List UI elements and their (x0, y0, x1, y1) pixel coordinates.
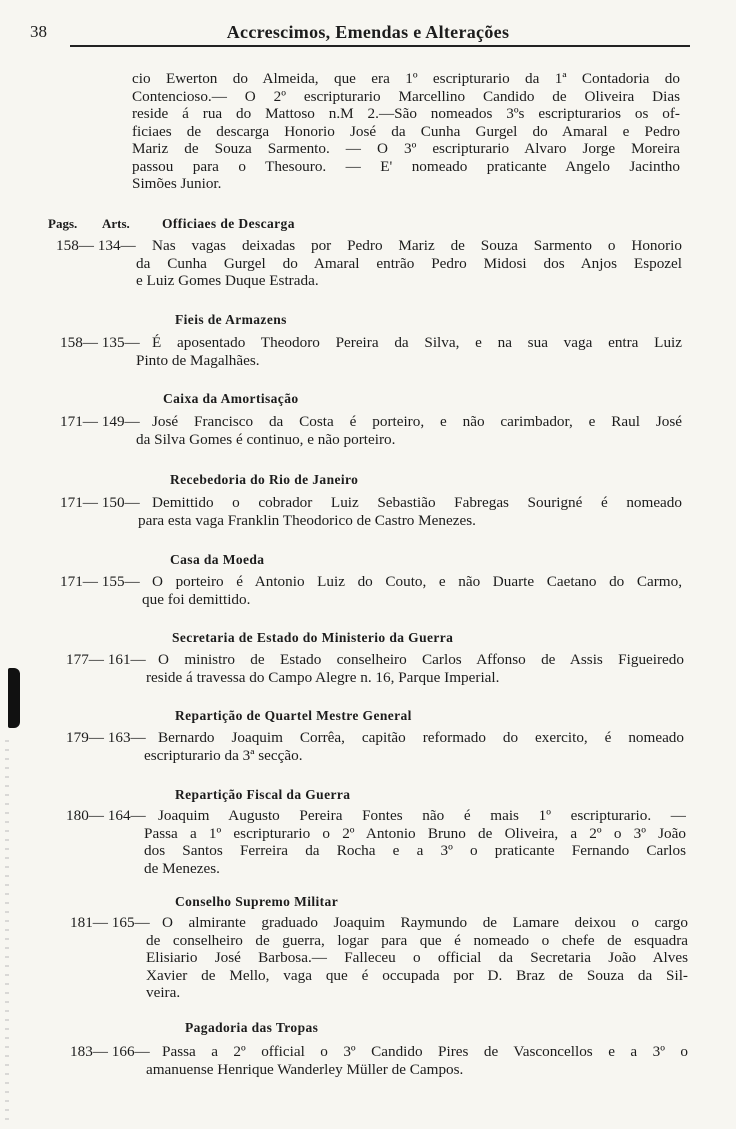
text-line: reside á rua do Mattoso n.M 2.—São nomeados 3ºs escripturarios os of- (132, 105, 680, 122)
text-line: Passa a 1º escripturario o 2º Antonio Bruno de Oliveira, a 2º o 3º João (144, 824, 686, 842)
text-line: Joaquim Augusto Pereira Fontes não é mais 1º escripturario. — (158, 807, 686, 824)
entry-ref: 158— 135— (60, 334, 140, 351)
col-header-pags: Pags. (48, 216, 78, 231)
text-line: amanuense Henrique Wanderley Müller de Campos. (146, 1060, 464, 1078)
text-line: Bernardo Joaquim Corrêa, capitão reformado do exercito, é nomeado (158, 729, 684, 746)
text-line: veira. (146, 984, 181, 1001)
text-line: e Luiz Gomes Duque Estrada. (136, 272, 319, 289)
print-smear (8, 668, 20, 728)
entry (60, 494, 682, 529)
entry (60, 334, 682, 369)
text-line: O ministro de Estado conselheiro Carlos Affonso de Assis Figueiredo (158, 651, 684, 668)
text-line: Demittido o cobrador Luiz Sebastião Fabregas Sourigné é nomeado (152, 494, 682, 511)
text-line: Simões Junior. (132, 175, 222, 192)
text-line: ficiaes de descarga Honorio José da Cunha Gurgel do Amaral e Pedro (132, 122, 680, 140)
intro-paragraph (132, 70, 680, 193)
entry (70, 914, 688, 1002)
entry-ref: 179— 163— (66, 729, 146, 746)
entry (56, 237, 682, 290)
margin-speckle (5, 740, 9, 1120)
entry-ref: 171— 150— (60, 494, 140, 511)
entry-ref: 171— 155— (60, 573, 140, 590)
entry (66, 729, 684, 764)
text-line: Elisiario José Barbosa.— Falleceu o official da Secretaria João Alves (146, 949, 688, 966)
section-heading: Officiaes de Descarga (162, 216, 295, 231)
text-line: da Cunha Gurgel do Amaral entrão Pedro Midosi dos Anjos Espozel (136, 254, 682, 272)
text-line: de Menezes. (144, 859, 220, 877)
text-line: de conselheiro de guerra, logar para que é nomeado o chefe de esquadra (146, 931, 688, 949)
section-heading: Fieis de Armazens (175, 312, 287, 327)
text-line: Nas vagas deixadas por Pedro Mariz de Souza Sarmento o Honorio (152, 237, 682, 254)
text-line: da Silva Gomes é continuo, e não porteiro. (136, 430, 396, 448)
section-heading: Repartição Fiscal da Guerra (175, 787, 351, 802)
section-heading: Pagadoria das Tropas (185, 1020, 319, 1035)
section-heading: Secretaria de Estado do Ministerio da Guerra (172, 630, 454, 645)
entry-ref: 180— 164— (66, 807, 146, 824)
section-heading: Caixa da Amortisação (163, 391, 299, 406)
section-heading: Casa da Moeda (170, 552, 265, 567)
entry-ref: 177— 161— (66, 651, 146, 668)
text-line: para esta vaga Franklin Theodorico de Castro Menezes. (138, 511, 476, 529)
text-line: Xavier de Mello, vaga que é occupada por D. Braz de Souza da Sil- (146, 966, 688, 984)
text-line: passou para o Thesouro. — E' nomeado praticante Angelo Jacintho (132, 157, 680, 175)
text-line: José Francisco da Costa é porteiro, e não carimbador, e Raul José (152, 413, 682, 430)
section-heading: Repartição de Quartel Mestre General (175, 708, 412, 723)
entry-ref: 181— 165— (70, 914, 150, 931)
text-line: Passa a 2º official o 3º Candido Pires de Vasconcellos e a 3º o (162, 1043, 688, 1060)
header-rule (70, 45, 690, 47)
entry-ref: 171— 149— (60, 413, 140, 430)
text-line: escripturario da 3ª secção. (144, 746, 303, 764)
text-line: dos Santos Ferreira da Rocha e a 3º o praticante Fernando Carlos (144, 842, 686, 859)
text-line: O porteiro é Antonio Luiz do Couto, e não Duarte Caetano do Carmo, (152, 573, 682, 590)
text-line: Contencioso.— O 2º escripturario Marcellino Candido de Oliveira Dias (132, 87, 680, 105)
entry (70, 1043, 688, 1078)
page-number: 38 (30, 22, 47, 41)
entry (66, 807, 686, 877)
text-line: O almirante graduado Joaquim Raymundo de Lamare deixou o cargo (162, 914, 688, 931)
entry (66, 651, 684, 686)
text-line: Mariz de Souza Sarmento. — O 3º escripturario Alvaro Jorge Moreira (132, 140, 680, 157)
running-title: Accrescimos, Emendas e Alterações (226, 22, 510, 42)
entry (60, 413, 682, 448)
text-line: Pinto de Magalhães. (136, 351, 260, 369)
section-heading: Conselho Supremo Militar (175, 894, 339, 909)
text-line: cio Ewerton do Almeida, que era 1º escripturario da 1ª Contadoria do (132, 70, 680, 87)
text-line: que foi demittido. (142, 590, 251, 608)
entry-ref: 158— 134— (56, 237, 136, 254)
col-header-arts: Arts. (102, 216, 130, 231)
section-heading: Recebedoria do Rio de Janeiro (170, 472, 359, 487)
text-line: É aposentado Theodoro Pereira da Silva, e na sua vaga entra Luiz (152, 334, 682, 351)
page-header (0, 22, 736, 46)
text-line: reside á travessa do Campo Alegre n. 16, Parque Imperial. (146, 668, 500, 686)
entry (60, 573, 682, 608)
entry-ref: 183— 166— (70, 1043, 150, 1060)
